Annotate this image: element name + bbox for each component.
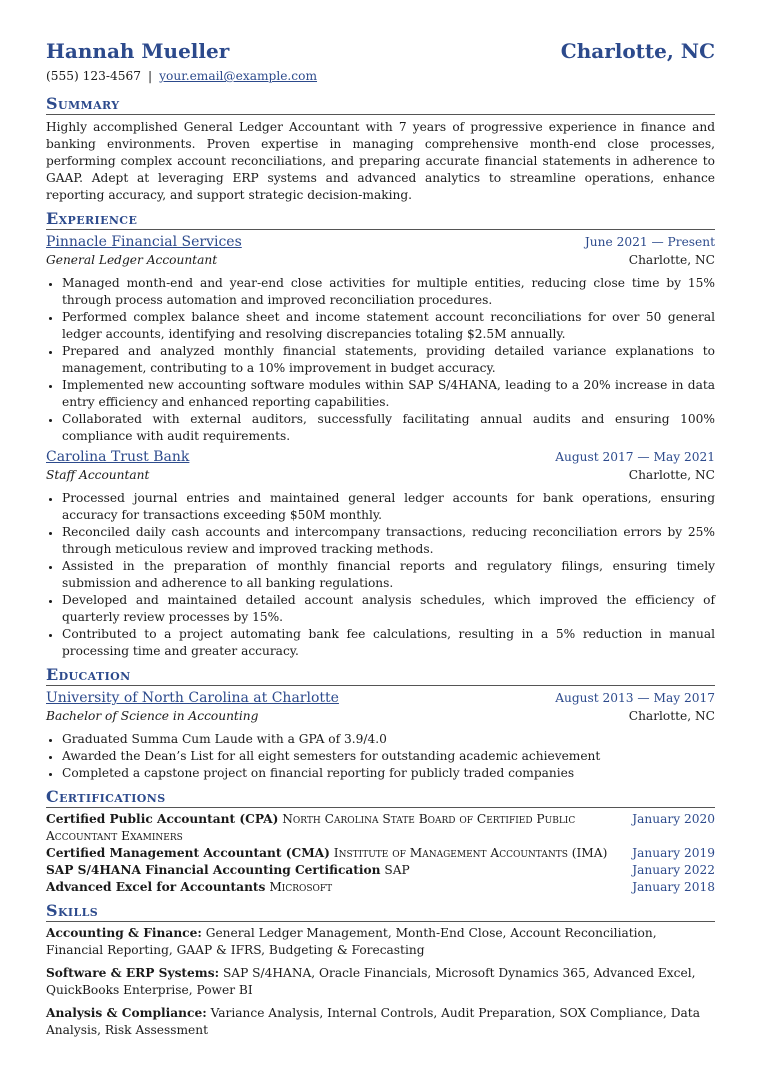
job-title: General Ledger Accountant: [46, 253, 218, 267]
resume-header: [46, 38, 715, 64]
bullet-item: • Processed journal entries and maintained general ledger accounts for bank operations, ensuring accuracy for transactions exceeding $50M monthly.: [62, 490, 715, 524]
resume-page: [46, 38, 715, 1039]
summary-section: [46, 95, 715, 204]
certification-date: January 2020: [632, 812, 715, 826]
bullet-item: • Performed complex balance sheet and income statement account reconciliations for over 50 general ledger accounts, identifying and resolving discrepancies totaling $2.5M annually.: [62, 309, 715, 343]
school-name[interactable]: University of North Carolina at Charlotte: [46, 690, 339, 706]
company-name[interactable]: Pinnacle Financial Services: [46, 234, 242, 250]
certification-row: [46, 811, 715, 845]
job-bullets: [46, 490, 715, 660]
job-bullets: [46, 275, 715, 445]
candidate-name: Hannah Mueller: [46, 39, 230, 63]
bullet-item: • Graduated Summa Cum Laude with a GPA of 3.9/4.0: [62, 731, 715, 748]
skill-group-text: General Ledger Management, Month-End Close, Account Reconciliation, Financial Reporting, GAAP & IFRS, Budgeting & Forecasting: [46, 926, 657, 957]
skill-group: [46, 1005, 715, 1039]
summary-text: Highly accomplished General Ledger Accountant with 7 years of progressive experience in finance and banking environments. Proven expertise in managing comprehensive month-end close processes, performing complex account reconciliations, and preparing accurate financial statements in adherence to GAAP. Adept at leveraging ERP systems and advanced analytics to streamline operations, enhance reporting accuracy, and support strategic decision-making.: [46, 120, 715, 202]
section-title-certifications: Certifications: [46, 788, 715, 808]
section-title-experience: Experience: [46, 210, 715, 230]
bullet-item: • Awarded the Dean’s List for all eight semesters for outstanding academic achievement: [62, 748, 715, 765]
email-link[interactable]: your.email@example.com: [159, 69, 318, 83]
candidate-location: Charlotte, NC: [560, 39, 715, 63]
education-section: [46, 666, 715, 782]
certification-name: Certified Management Accountant (CMA): [46, 846, 330, 860]
job-location: Charlotte, NC: [628, 468, 715, 482]
job-dates: August 2017 — May 2021: [555, 450, 715, 464]
job-entry: [46, 448, 715, 660]
job-title: Staff Accountant: [46, 468, 150, 482]
skill-group: [46, 925, 715, 959]
bullet-item: • Managed month-end and year-end close activities for multiple entities, reducing close time by 15% through process automation and improved reconciliation procedures.: [62, 275, 715, 309]
skill-group-text: Variance Analysis, Internal Controls, Audit Preparation, SOX Compliance, Data Analysis, Risk Assessment: [46, 1006, 700, 1037]
company-name[interactable]: Carolina Trust Bank: [46, 449, 190, 465]
experience-section: [46, 210, 715, 660]
education-dates: August 2013 — May 2017: [555, 691, 715, 705]
bullet-item: • Completed a capstone project on financial reporting for publicly traded companies: [62, 765, 715, 782]
skill-group: [46, 965, 715, 999]
bullet-item: • Contributed to a project automating bank fee calculations, resulting in a 5% reduction in manual processing time and greater accuracy.: [62, 626, 715, 660]
certification-issuer: Institute of Management Accountants (IMA): [333, 846, 608, 860]
bullet-item: • Prepared and analyzed monthly financial statements, providing detailed variance explanations to management, contributing to a 10% improvement in budget accuracy.: [62, 343, 715, 377]
degree: Bachelor of Science in Accounting: [46, 709, 259, 723]
bullet-item: • Assisted in the preparation of monthly financial reports and regulatory filings, ensuring timely submission and adherence to all banking regulations.: [62, 558, 715, 592]
job-location: Charlotte, NC: [628, 253, 715, 267]
education-bullets: [46, 731, 715, 782]
certification-date: January 2018: [632, 880, 715, 894]
certification-row: [46, 879, 715, 896]
contact-separator: |: [148, 69, 153, 83]
contact-line: [46, 68, 715, 85]
skill-group-text: SAP S/4HANA, Oracle Financials, Microsoft Dynamics 365, Advanced Excel, QuickBooks Enterprise, Power BI: [46, 966, 696, 997]
phone-number: (555) 123-4567: [46, 69, 142, 83]
skills-section: [46, 902, 715, 1039]
section-title-summary: Summary: [46, 95, 715, 115]
skill-group-label: Software & ERP Systems:: [46, 966, 220, 980]
certification-row: [46, 845, 715, 862]
bullet-item: • Reconciled daily cash accounts and intercompany transactions, reducing reconciliation errors by 25% through meticulous review and improved tracking methods.: [62, 524, 715, 558]
skill-group-label: Accounting & Finance:: [46, 926, 202, 940]
job-dates: June 2021 — Present: [584, 235, 715, 249]
section-title-education: Education: [46, 666, 715, 686]
certification-issuer: SAP: [384, 863, 410, 877]
certification-name: Certified Public Accountant (CPA): [46, 812, 279, 826]
certification-row: [46, 862, 715, 879]
skill-group-label: Analysis & Compliance:: [46, 1006, 207, 1020]
job-entry: [46, 233, 715, 445]
certifications-section: [46, 788, 715, 896]
bullet-item: • Collaborated with external auditors, successfully facilitating annual audits and ensuring 100% compliance with audit requirements.: [62, 411, 715, 445]
section-title-skills: Skills: [46, 902, 715, 922]
certification-date: January 2019: [632, 846, 715, 860]
certification-name: Advanced Excel for Accountants: [46, 880, 266, 894]
certification-date: January 2022: [632, 863, 715, 877]
education-location: Charlotte, NC: [628, 709, 715, 723]
certification-name: SAP S/4HANA Financial Accounting Certification: [46, 863, 381, 877]
bullet-item: • Developed and maintained detailed account analysis schedules, which improved the efficiency of quarterly review processes by 15%.: [62, 592, 715, 626]
bullet-item: • Implemented new accounting software modules within SAP S/4HANA, leading to a 20% increase in data entry efficiency and enhanced reporting capabilities.: [62, 377, 715, 411]
certification-issuer: Microsoft: [269, 880, 333, 894]
certification-issuer: North Carolina State Board of Certified Public Accountant Examiners: [46, 812, 576, 843]
